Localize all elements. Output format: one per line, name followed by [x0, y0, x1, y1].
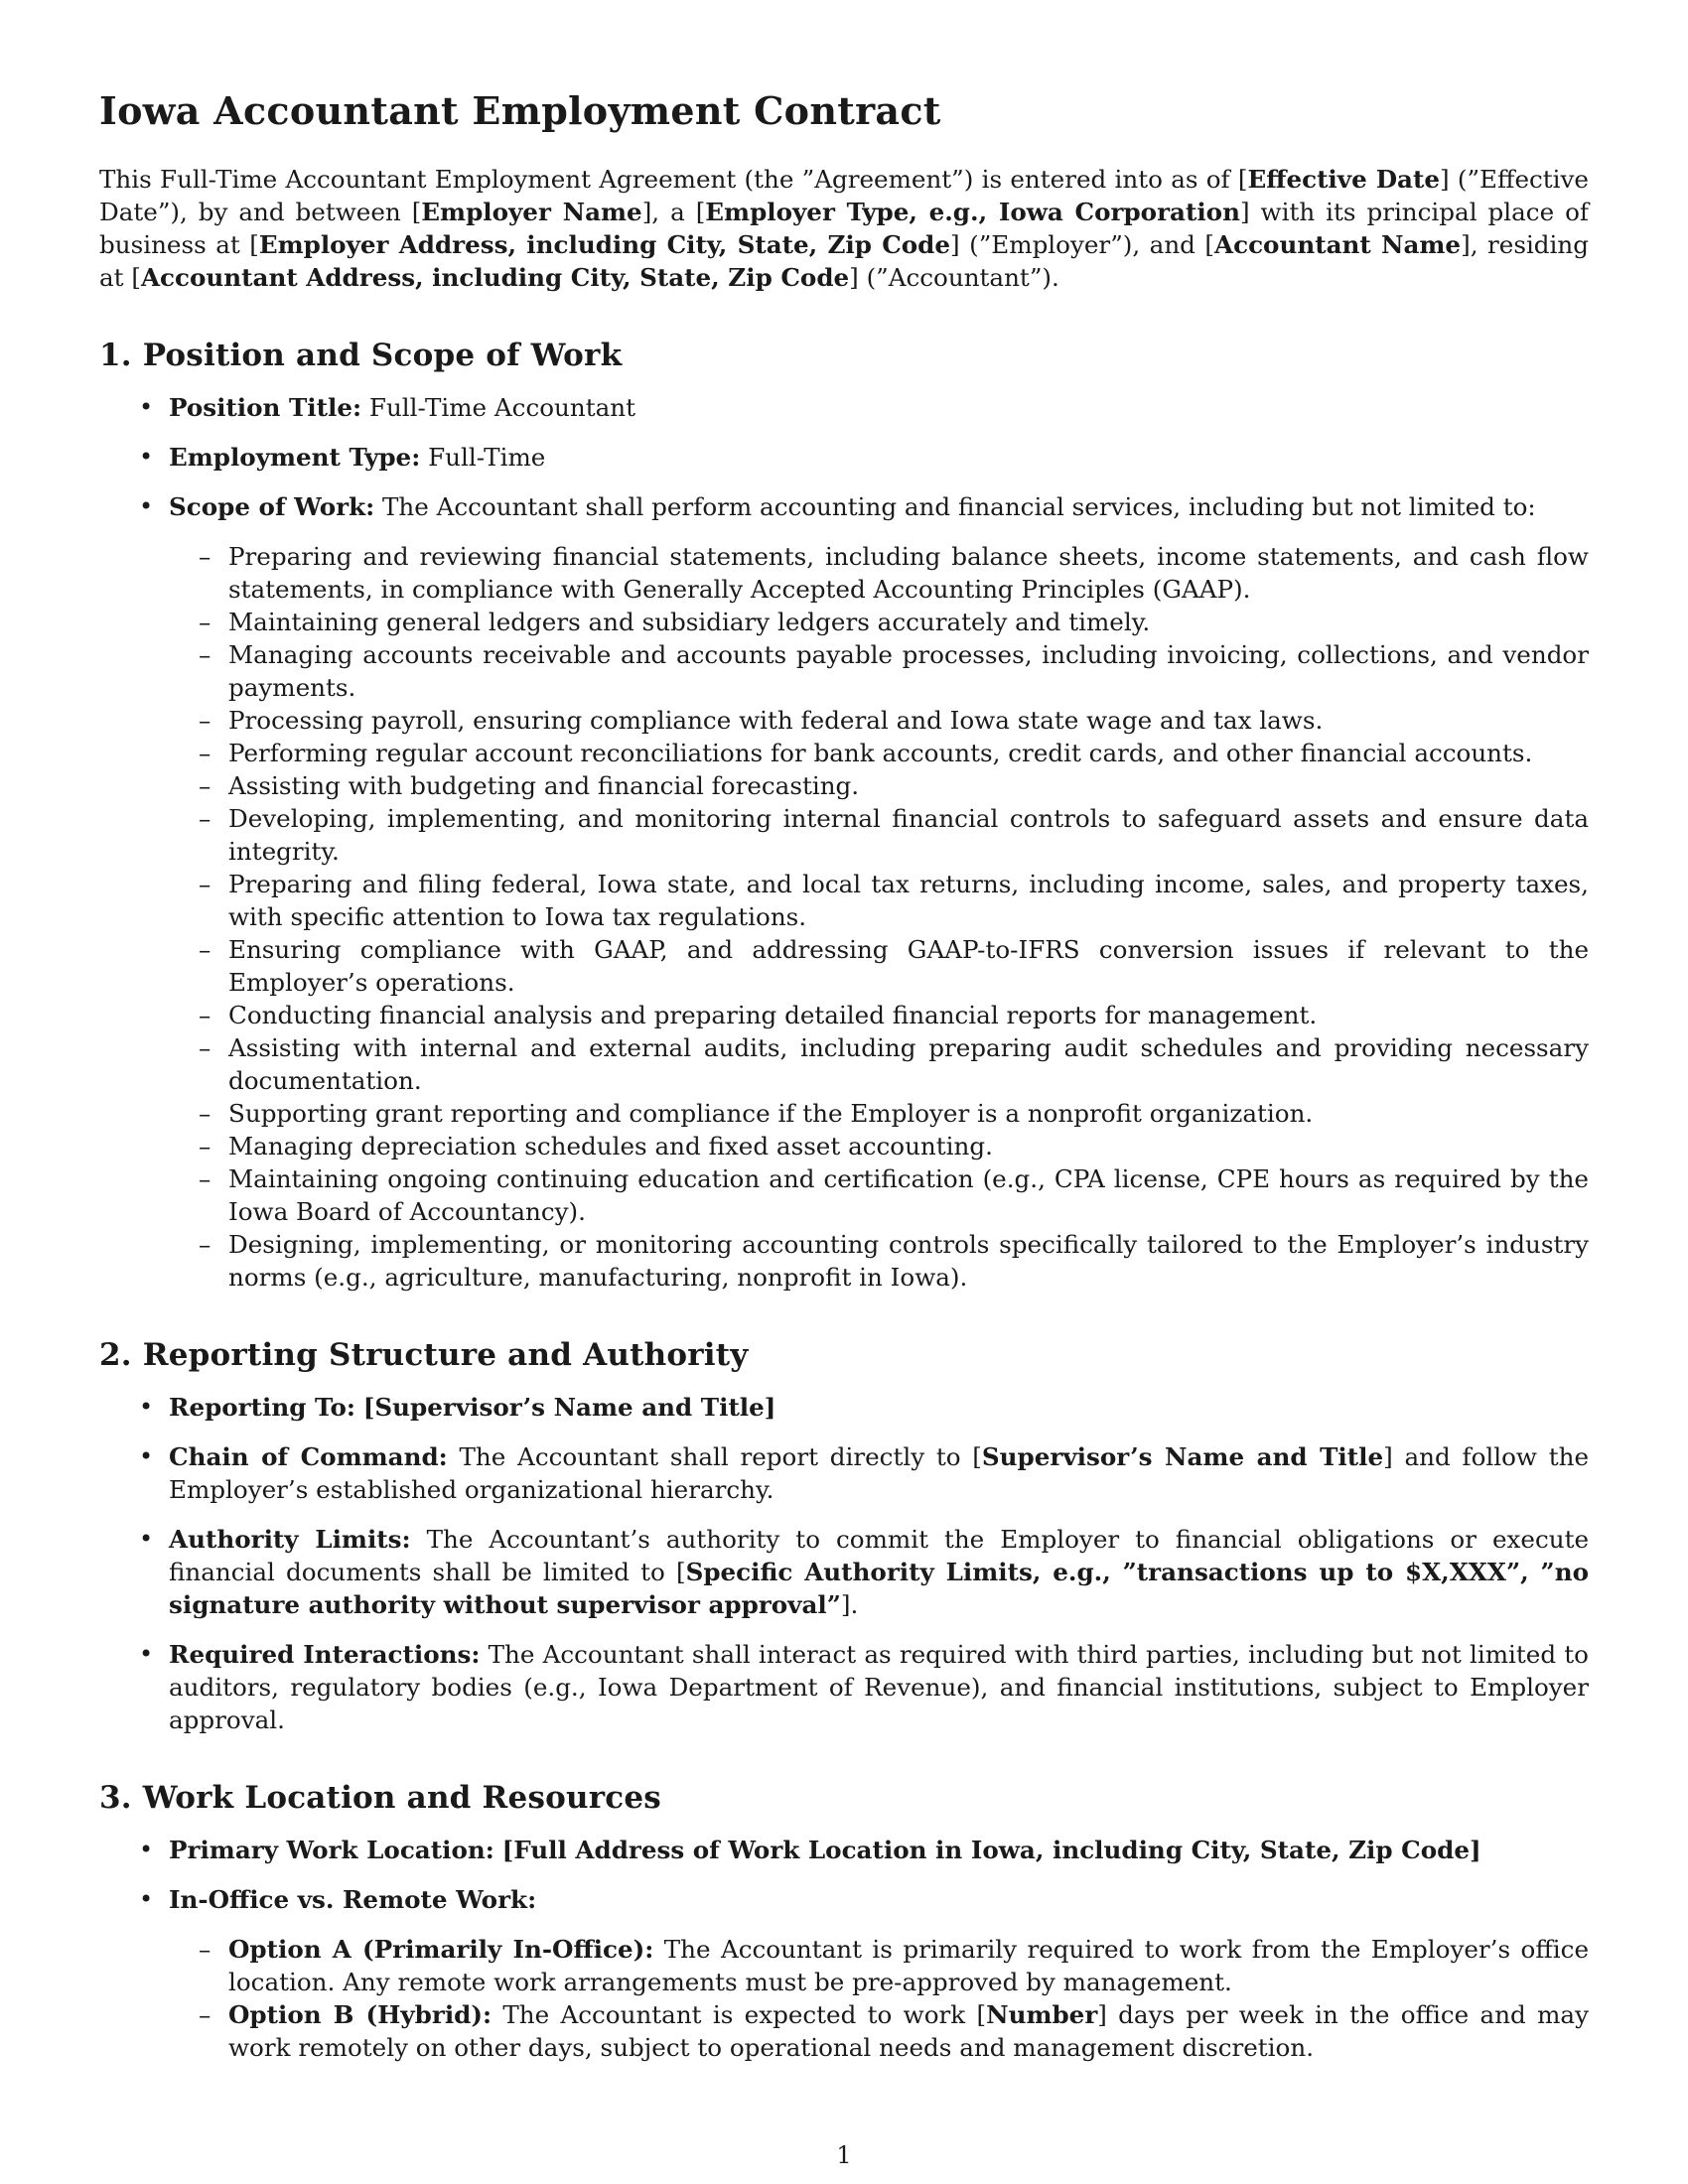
list-item-in-office-vs-remote: [99, 1883, 1589, 2064]
placeholder-accountant-name: Accountant Name: [1214, 230, 1462, 259]
item-label: Position Title:: [169, 393, 362, 422]
section-3-list: [99, 1834, 1589, 2064]
duty-item: – Maintaining ongoing continuing education and certification (e.g., CPA license, CPE hours as required by the Iowa Board of Accountancy).: [99, 1162, 1589, 1228]
document-title: Iowa Accountant Employment Contract: [99, 88, 941, 133]
placeholder-number: Number: [986, 2000, 1098, 2029]
list-item-employment-type: [99, 441, 1589, 474]
placeholder-employer-address: Employer Address, including City, State, Zip Code: [258, 230, 951, 259]
option-b-item: [99, 1998, 1589, 2064]
placeholder-authority-limits: Specific Authority Limits, e.g., ”transactions up to $X,XXX”, ”no signature authority without supervisor approval”: [169, 1558, 1589, 1619]
placeholder-supervisor: Supervisor’s Name and Title: [981, 1442, 1384, 1471]
duty-item: – Ensuring compliance with GAAP, and addressing GAAP-to-IFRS conversion issues if relevant to the Employer’s operations.: [99, 933, 1589, 999]
intro-text: ] (”Effective Date”), by and between [: [99, 165, 1589, 226]
section-1-list: [99, 391, 1589, 1294]
option-value: ] days per week in the office and may work remotely on other days, subject to operational needs and management discretion.: [228, 2000, 1589, 2062]
option-a-item: [99, 1933, 1589, 1998]
list-item-chain-of-command: [99, 1440, 1589, 1506]
section-1-heading: 1. Position and Scope of Work: [99, 338, 623, 373]
option-label: Option B (Hybrid):: [228, 2000, 492, 2029]
option-label: Option A (Primarily In-Office):: [228, 1935, 654, 1964]
duty-item: – Assisting with budgeting and financial forecasting.: [99, 769, 1589, 802]
duty-item: – Processing payroll, ensuring compliance with federal and Iowa state wage and tax laws.: [99, 704, 1589, 737]
work-options-list: [169, 1933, 1589, 2064]
list-item-scope-of-work: [99, 490, 1589, 1294]
duty-item: – Preparing and reviewing financial statements, including balance sheets, income statements, and cash flow statements, in compliance with Generally Accepted Accounting Principles (GAAP).: [99, 540, 1589, 606]
item-value: ].: [840, 1590, 859, 1619]
duty-item: – Managing accounts receivable and accounts payable processes, including invoicing, collections, and vendor payments.: [99, 638, 1589, 704]
section-2-list: [99, 1391, 1589, 1736]
duty-item: – Developing, implementing, and monitoring internal financial controls to safeguard assets and ensure data integrity.: [99, 802, 1589, 868]
intro-text: ], residing at [: [99, 230, 1589, 292]
item-value: The Accountant shall interact as required with third parties, including but not limited to auditors, regulatory bodies (e.g., Iowa Department of Revenue), and financial institutions, subject to Employer approval.: [169, 1640, 1589, 1734]
list-item-authority-limits: [99, 1523, 1589, 1621]
item-label: Primary Work Location:: [169, 1836, 494, 1864]
item-value: The Accountant’s authority to commit the Employer to financial obligations or execute financial documents shall be limited to [: [169, 1525, 1590, 1586]
duty-item: – Performing regular account reconciliations for bank accounts, credit cards, and other financial accounts.: [99, 737, 1589, 769]
list-item-position-title: [99, 391, 1589, 424]
duty-item: – Preparing and filing federal, Iowa state, and local tax returns, including income, sales, and property taxes, with specific attention to Iowa tax regulations.: [99, 868, 1589, 933]
section-3-heading: 3. Work Location and Resources: [99, 1780, 661, 1816]
list-item-reporting-to: [99, 1391, 1589, 1424]
intro-text: ] (”Accountant”).: [849, 263, 1059, 292]
placeholder-effective-date: Effective Date: [1247, 165, 1440, 194]
item-value: The Accountant shall perform accounting and financial services, including but not limited to:: [374, 492, 1536, 521]
item-label: Chain of Command:: [169, 1442, 448, 1471]
intro-text: ], a [: [641, 198, 706, 226]
placeholder-work-location: [Full Address of Work Location in Iowa, including City, State, Zip Code]: [501, 1836, 1481, 1864]
list-item-primary-work-location: [99, 1834, 1589, 1866]
item-label: Scope of Work:: [169, 492, 375, 521]
item-value: The Accountant shall report directly to [: [447, 1442, 982, 1471]
item-label: Required Interactions:: [169, 1640, 481, 1669]
item-label: In-Office vs. Remote Work:: [169, 1885, 537, 1914]
option-value: The Accountant is expected to work [: [492, 2000, 987, 2029]
option-value: The Accountant is primarily required to work from the Employer’s office location. Any remote work arrangements must be pre-approved by management.: [228, 1935, 1589, 1996]
duty-item: – Designing, implementing, or monitoring accounting controls specifically tailored to the Employer’s industry norms (e.g., agriculture, manufacturing, nonprofit in Iowa).: [99, 1228, 1589, 1294]
placeholder-supervisor: [Supervisor’s Name and Title]: [362, 1393, 776, 1422]
duties-list: [169, 540, 1589, 1294]
document-page: [99, 87, 1589, 2081]
item-label: Employment Type:: [169, 443, 421, 472]
item-value: Full-Time Accountant: [361, 393, 635, 422]
duty-item: – Maintaining general ledgers and subsidiary ledgers accurately and timely.: [99, 606, 1589, 638]
list-item-required-interactions: [99, 1638, 1589, 1736]
item-label: Authority Limits:: [169, 1525, 411, 1554]
section-2-heading: 2. Reporting Structure and Authority: [99, 1337, 749, 1373]
intro-text: This Full-Time Accountant Employment Agreement (the ”Agreement”) is entered into as of [: [99, 165, 1248, 194]
intro-paragraph: [99, 163, 1589, 294]
duty-item: – Supporting grant reporting and compliance if the Employer is a nonprofit organization.: [99, 1097, 1589, 1130]
placeholder-employer-name: Employer Name: [421, 198, 642, 226]
duty-item: – Assisting with internal and external audits, including preparing audit schedules and providing necessary documentation.: [99, 1031, 1589, 1097]
item-value: ] and follow the Employer’s established organizational hierarchy.: [169, 1442, 1590, 1504]
intro-text: ] with its principal place of business at [: [99, 198, 1589, 259]
item-value: Full-Time: [420, 443, 546, 472]
placeholder-accountant-address: Accountant Address, including City, State, Zip Code: [140, 263, 850, 292]
placeholder-employer-type: Employer Type, e.g., Iowa Corporation: [705, 198, 1240, 226]
page-number: 1: [836, 2141, 852, 2169]
duty-item: – Conducting financial analysis and preparing detailed financial reports for management.: [99, 999, 1589, 1031]
item-label: Reporting To:: [169, 1393, 355, 1422]
duty-item: – Managing depreciation schedules and fixed asset accounting.: [99, 1130, 1589, 1162]
intro-text: ] (”Employer”), and [: [950, 230, 1215, 259]
